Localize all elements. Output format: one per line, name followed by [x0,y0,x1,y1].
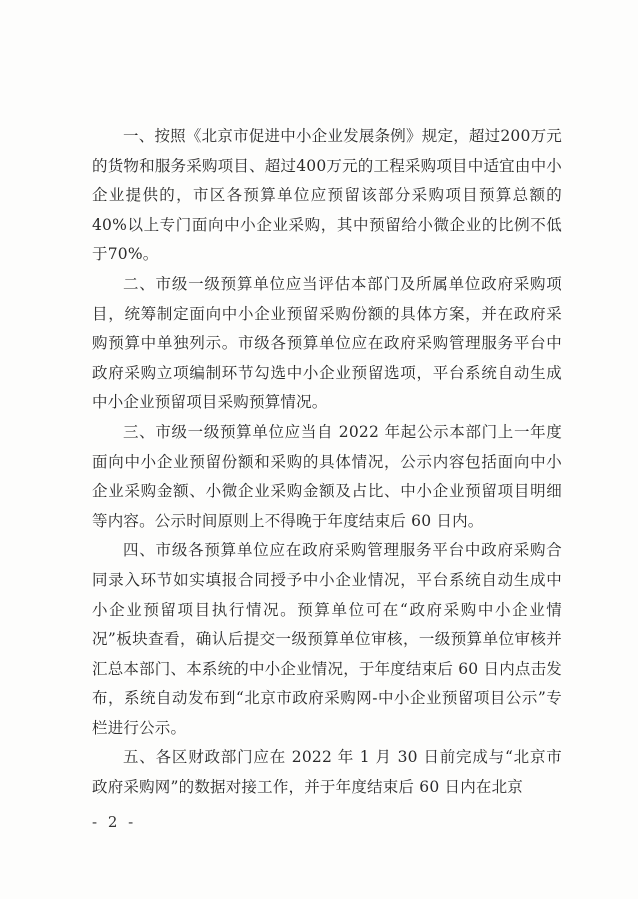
page-number: - 2 - [92,813,137,831]
document-body [92,122,562,803]
paragraph-5: 五、各区财政部门应在 2022 年 1 月 30 日前完成与“北京市政府采购网”的数据对接工作，并于年度结束后 60 日内在北京 [92,748,562,797]
paragraph-3: 三、市级一级预算单位应当自 2022 年起公示本部门上一年度面向中小企业预留份额和采购的具体情况，公示内容包括面向中小企业采购金额、小微企业采购金额及占比、中小企业预留项目明细等内容。公示时间原则上不得晚于年度结束后 60 日内。 [92,422,562,530]
paragraph-4: 四、市级各预算单位应在政府采购管理服务平台中政府采购合同录入环节如实填报合同授予中小企业情况，平台系统自动生成中小企业预留项目执行情况。预算单位可在“政府采购中小企业情况”板块查看，确认后提交一级预算单位审核，一级预算单位审核并汇总本部门、本系统的中小企业情况，于年度结束后 60 日内点击发布，系统自动发布到“北京市政府采购网-中小企业预留项目公示”专栏进行公示。 [92,541,562,737]
paragraph-2: 二、市级一级预算单位应当评估本部门及所属单位政府采购项目，统筹制定面向中小企业预留采购份额的具体方案，并在政府采购预算中单独列示。市级各预算单位应在政府采购管理服务平台中政府采购立项编制环节勾选中小企业预留选项，平台系统自动生成中小企业预留项目采购预算情况。 [92,274,562,412]
paragraph-1: 一、按照《北京市促进中小企业发展条例》规定，超过200万元的货物和服务采购项目、超过400万元的工程采购项目中适宜由中小企业提供的，市区各预算单位应预留该部分采购项目预算总额的40%以上专门面向中小企业采购，其中预留给小微企业的比例不低于70%。 [92,127,562,264]
